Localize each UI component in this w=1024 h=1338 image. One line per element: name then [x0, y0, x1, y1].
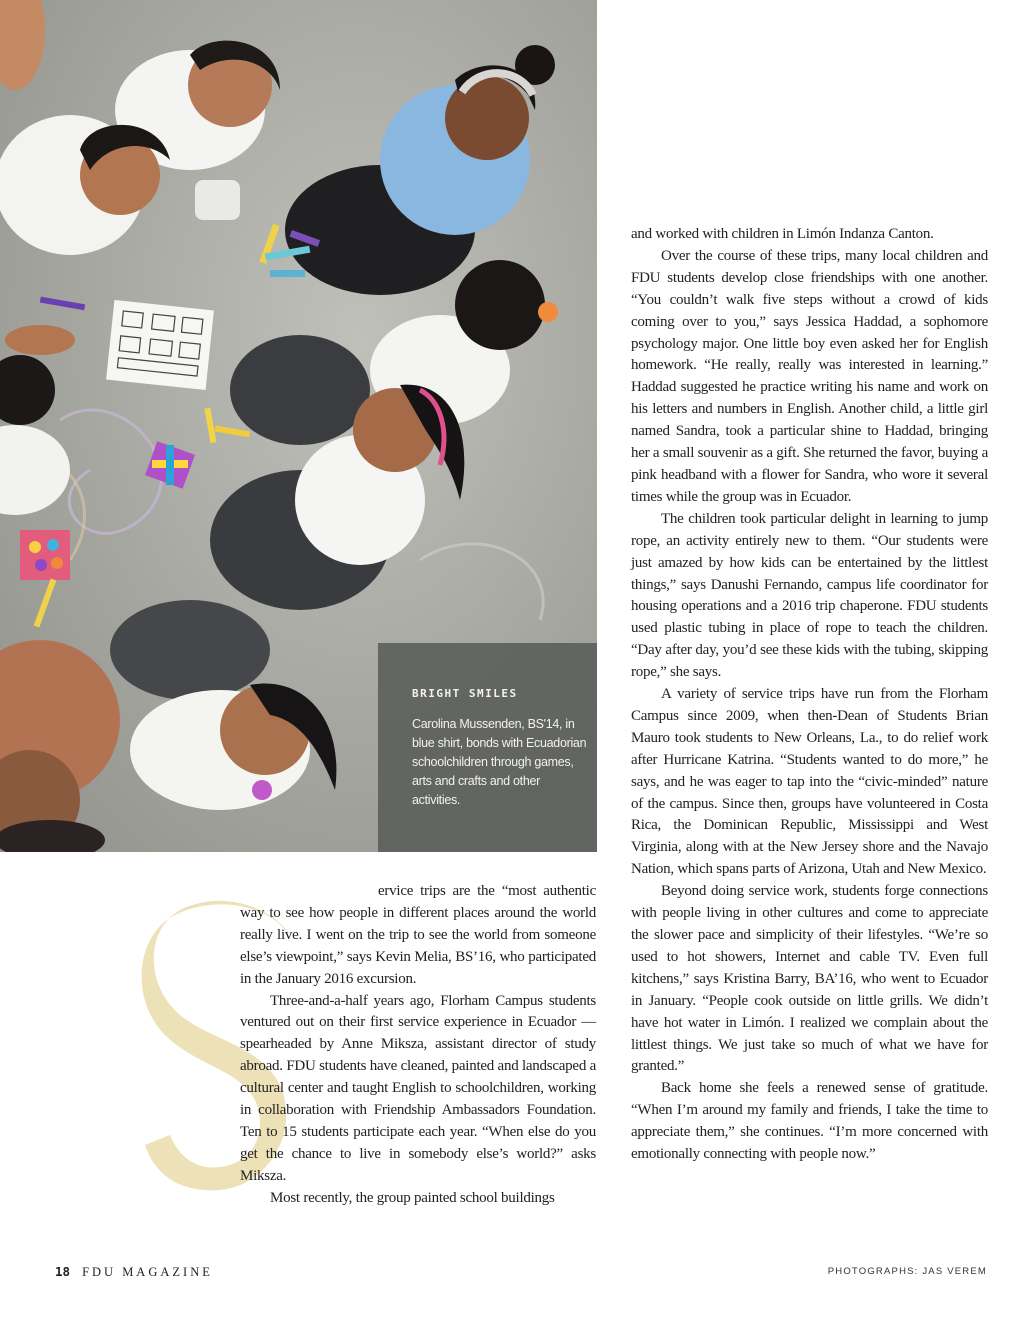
footer-folio	[55, 1264, 213, 1280]
paragraph: Most recently, the group painted school buildings	[270, 1189, 555, 1206]
article-right-column	[631, 224, 988, 1166]
photo-caption-box	[378, 643, 597, 852]
caption-heading: BRIGHT SMILES	[412, 687, 518, 700]
paragraph: ervice trips are the “most authentic way to see how people in different places around the world really live. I went on the trip to see the world from someone else’s viewpoint,” says Kevin Melia, BS’16, who participated in the January 2016 excursion.	[240, 883, 596, 987]
photo-credit: PHOTOGRAPHS: JAS VEREM	[827, 1266, 987, 1277]
paragraph: Three-and-a-half years ago, Florham Campus students ventured out on their first service experience in Ecuador — spearheaded by Anne Miksza, assistant director of study abroad. FDU students have cleaned, painted and landscaped a cultural center and taught English to schoolchildren, working in collaboration with Friendship Ambassadors Foundation. Ten to 15 students participate each year. “When else do you get the chance to live in somebody else’s world?” asks Miksza.	[240, 992, 596, 1184]
caption-text: Carolina Mussenden, BS'14, in blue shirt, bonds with Ecuadorian schoolchildren through games, arts and crafts and other activities.	[412, 717, 587, 807]
paragraph: A variety of service trips have run from the Florham Campus since 2009, when then-Dean of Students Brian Mauro took students to New Orleans, La., to do relief work after Hurricane Katrina. “Students wanted to do more,” he says, and he was eager to tap into the “civic-minded” nature of the campus. Since then, groups have volunteered in Costa Rica, the Dominican Republic, Mississippi and West Virginia, along with at the New Jersey shore and the Navajo Nation, which spans parts of Arizona, Utah and New Mexico.	[631, 686, 988, 878]
paragraph: and worked with children in Limón Indanza Canton.	[631, 226, 934, 242]
paragraph: The children took particular delight in learning to jump rope, an activity entirely new to them. “Our students were just amazed by how kids can be entertained by the littlest things,” says Danushi Fernando, campus life coordinator for housing operations and a 2016 trip chaperone. FDU students used plastic tubing in place of rope to teach the children. “Day after day, you’d see these kids with the tubing, skipping rope,” she says.	[631, 510, 988, 681]
article-photo	[0, 0, 597, 852]
paragraph: Over the course of these trips, many local children and FDU students develop close friendships with one another. “You couldn’t walk five steps without a crowd of kids coming over to you,” says Jessica Haddad, a sophomore psychology major. One little boy even asked her for English homework. “He really, really was interested in learning.” Haddad suggested he practice writing his name and work on his letters and numbers in English. Another child, a little girl named Sandra, took a particular shine to Haddad, bringing her a small souvenir as a gift. She returned the favor, buying a pink headband with a flower for Sandra, who wore it several times while the group was in Ecuador.	[631, 247, 988, 505]
publication-name: FDU MAGAZINE	[82, 1265, 213, 1279]
paragraph: Beyond doing service work, students forge connections with people living in other cultures and come to appreciate the slower pace and simplicity of their lifestyles. “We’re so used to hot showers, Internet and cable TV. Even full kitchens,” says Kristina Barry, BA’16, who went to Ecuador in January. “People cook outside on little grills. We didn’t have hot water in Limón. I realized we complain about the littlest things. We just take so much of what we have for granted.”	[631, 883, 988, 1075]
page-number: 18	[55, 1264, 71, 1279]
paragraph: Back home she feels a renewed sense of gratitude. “When I’m around my family and friends, I take the time to appreciate them,” she continues. “I’m more concerned with emotionally connecting with people now.”	[631, 1080, 988, 1163]
article-left-column	[240, 881, 596, 1210]
